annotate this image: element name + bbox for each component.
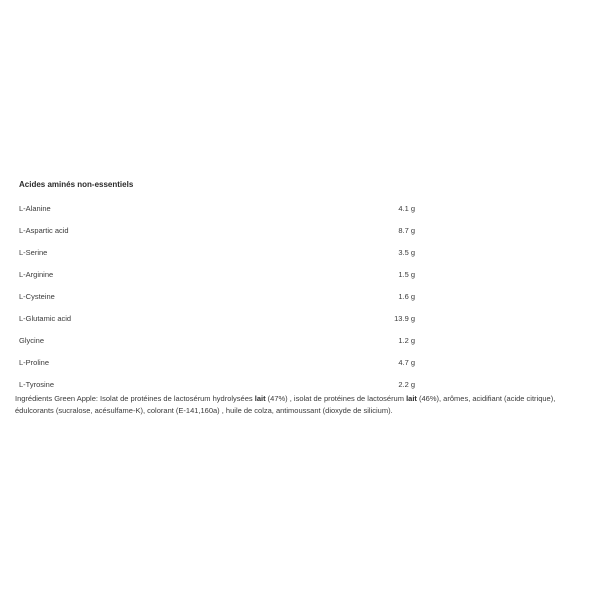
table-row	[19, 286, 415, 308]
ingredients-part: (47%) , isolat de protéines de lactosérum	[265, 394, 407, 403]
table-row	[19, 220, 415, 242]
ingredients-text	[15, 393, 583, 416]
amino-acid-name: Glycine	[19, 336, 45, 345]
amino-acid-value: 8.7 g	[398, 226, 415, 235]
amino-acid-table	[19, 198, 415, 396]
amino-acid-name: L-Arginine	[19, 270, 54, 279]
table-row	[19, 352, 415, 374]
amino-acid-value: 4.1 g	[398, 204, 415, 213]
amino-acid-name: L-Proline	[19, 358, 50, 367]
amino-acid-value: 3.5 g	[398, 248, 415, 257]
amino-acid-value: 1.2 g	[398, 336, 415, 345]
amino-acid-value: 2.2 g	[398, 380, 415, 389]
amino-acid-value: 1.5 g	[398, 270, 415, 279]
allergen-highlight: lait	[406, 394, 417, 403]
allergen-highlight: lait	[254, 394, 266, 403]
amino-acid-name: L-Aspartic acid	[19, 226, 69, 235]
amino-acid-name: L-Tyrosine	[19, 380, 55, 389]
table-row	[19, 264, 415, 286]
amino-acid-name: L-Serine	[19, 248, 48, 257]
table-row	[19, 198, 415, 220]
amino-acid-value: 13.9 g	[394, 314, 415, 323]
amino-acid-value: 1.6 g	[398, 292, 415, 301]
ingredients-part: (46%), arômes, acidifiant (acide citrique), édulcorants (sucralose, acésulfame-K), colorant (E-141,160a) , huile de colza, antimoussant (dioxyde de silicium).	[15, 394, 556, 415]
table-row	[19, 330, 415, 352]
amino-acid-value: 4.7 g	[398, 358, 415, 367]
table-row	[19, 242, 415, 264]
amino-acid-name: L-Alanine	[19, 204, 51, 213]
amino-acid-name: L-Cysteine	[19, 292, 55, 301]
ingredients-part: Ingrédients Green Apple: Isolat de protéines de lactosérum hydrolysées	[15, 394, 255, 403]
table-row	[19, 308, 415, 330]
amino-acid-name: L-Glutamic acid	[19, 314, 72, 323]
section-heading: Acides aminés non-essentiels	[19, 180, 134, 189]
